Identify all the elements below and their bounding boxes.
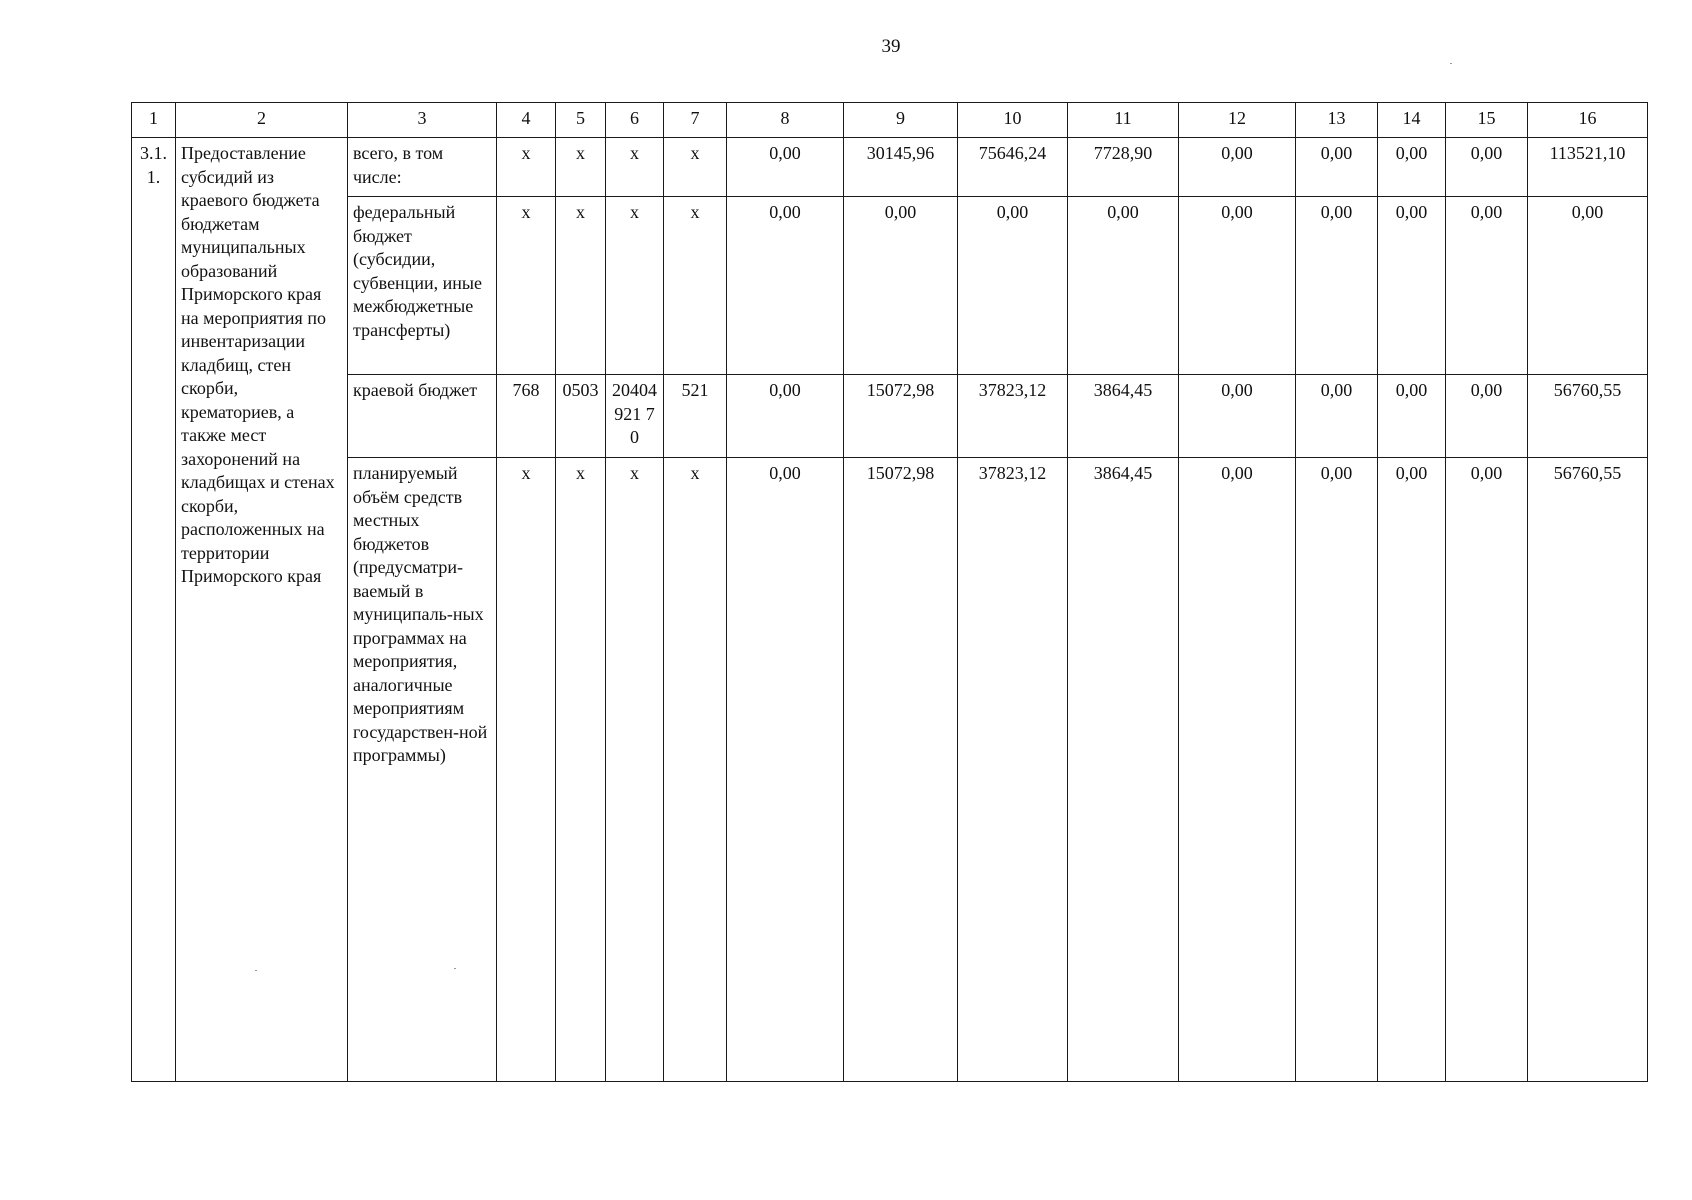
amount-cell: 30145,96 (844, 138, 958, 197)
amount-cell: 0,00 (1446, 375, 1528, 458)
amount-cell: 37823,12 (958, 375, 1068, 458)
column-header-5: 5 (556, 103, 606, 138)
kbk-rz-pr-cell: х (556, 197, 606, 375)
amount-cell: 15072,98 (844, 375, 958, 458)
column-header-14: 14 (1378, 103, 1446, 138)
amount-cell: 75646,24 (958, 138, 1068, 197)
column-header-1: 1 (132, 103, 176, 138)
column-header-16: 16 (1528, 103, 1648, 138)
kbk-rz-pr-cell: х (556, 138, 606, 197)
source-cell: краевой бюджет (348, 375, 497, 458)
amount-cell: 15072,98 (844, 458, 958, 1082)
page-number: 39 (881, 36, 901, 57)
header-row (132, 103, 1648, 138)
kbk-gr-cell: 768 (497, 375, 556, 458)
kbk-gr-cell: х (497, 138, 556, 197)
column-header-6: 6 (606, 103, 664, 138)
table-row-total (132, 138, 1648, 197)
amount-cell: 0,00 (1068, 197, 1179, 375)
amount-cell: 0,00 (1296, 458, 1378, 1082)
amount-cell: 0,00 (1446, 197, 1528, 375)
amount-cell: 7728,90 (1068, 138, 1179, 197)
kbk-rz-pr-cell: х (556, 458, 606, 1082)
column-header-11: 11 (1068, 103, 1179, 138)
total-amount-cell: 113521,10 (1528, 138, 1648, 197)
column-header-4: 4 (497, 103, 556, 138)
table-row-local (132, 458, 1648, 1082)
amount-cell: 0,00 (1179, 197, 1296, 375)
amount-cell: 0,00 (1296, 138, 1378, 197)
kbk-csr-cell: х (606, 197, 664, 375)
kbk-gr-cell: х (497, 197, 556, 375)
amount-cell: 0,00 (1378, 138, 1446, 197)
total-amount-cell: 0,00 (1528, 197, 1648, 375)
amount-cell: 0,00 (1179, 458, 1296, 1082)
budget-table (131, 102, 1648, 1082)
source-cell: планируемый объём средств местных бюджетов (предусматри-ваемый в муниципаль-ных программах на мероприятия, аналогичные мероприятиям государствен-ной программы) (348, 458, 497, 1082)
kbk-csr-cell: х (606, 458, 664, 1082)
amount-cell: 0,00 (1296, 375, 1378, 458)
kbk-vr-cell: х (664, 458, 727, 1082)
scan-speck (1450, 63, 1452, 64)
scan-speck (255, 970, 257, 971)
amount-cell: 0,00 (727, 197, 844, 375)
amount-cell: 0,00 (1179, 138, 1296, 197)
amount-cell: 0,00 (1378, 458, 1446, 1082)
column-header-7: 7 (664, 103, 727, 138)
amount-cell: 0,00 (1446, 138, 1528, 197)
amount-cell: 3864,45 (1068, 458, 1179, 1082)
column-header-10: 10 (958, 103, 1068, 138)
amount-cell: 0,00 (1378, 197, 1446, 375)
kbk-vr-cell: 521 (664, 375, 727, 458)
amount-cell: 0,00 (1179, 375, 1296, 458)
column-header-2: 2 (176, 103, 348, 138)
item-number-cell: 3.1.1. (132, 138, 176, 1082)
column-header-8: 8 (727, 103, 844, 138)
kbk-vr-cell: х (664, 197, 727, 375)
amount-cell: 0,00 (958, 197, 1068, 375)
column-header-3: 3 (348, 103, 497, 138)
amount-cell: 0,00 (1378, 375, 1446, 458)
amount-cell: 0,00 (1296, 197, 1378, 375)
amount-cell: 0,00 (727, 458, 844, 1082)
column-header-13: 13 (1296, 103, 1378, 138)
table-row-regional (132, 375, 1648, 458)
kbk-csr-cell: 20404921 70 (606, 375, 664, 458)
amount-cell: 3864,45 (1068, 375, 1179, 458)
table-row-federal (132, 197, 1648, 375)
total-amount-cell: 56760,55 (1528, 375, 1648, 458)
source-cell: федеральный бюджет (субсидии, субвенции, иные межбюджетные трансферты) (348, 197, 497, 375)
kbk-gr-cell: х (497, 458, 556, 1082)
amount-cell: 37823,12 (958, 458, 1068, 1082)
column-header-9: 9 (844, 103, 958, 138)
amount-cell: 0,00 (727, 375, 844, 458)
item-description-cell: Предоставление субсидий из краевого бюджета бюджетам муниципальных образований Приморского края на мероприятия по инвентаризации кладбищ, стен скорби, крематориев, а также мест захоронений на кладбищах и стенах скорби, расположенных на территории Приморского края (176, 138, 348, 1082)
scan-speck (454, 968, 456, 969)
amount-cell: 0,00 (727, 138, 844, 197)
source-cell: всего, в том числе: (348, 138, 497, 197)
kbk-rz-pr-cell: 0503 (556, 375, 606, 458)
column-header-12: 12 (1179, 103, 1296, 138)
kbk-csr-cell: х (606, 138, 664, 197)
amount-cell: 0,00 (1446, 458, 1528, 1082)
total-amount-cell: 56760,55 (1528, 458, 1648, 1082)
amount-cell: 0,00 (844, 197, 958, 375)
kbk-vr-cell: х (664, 138, 727, 197)
column-header-15: 15 (1446, 103, 1528, 138)
